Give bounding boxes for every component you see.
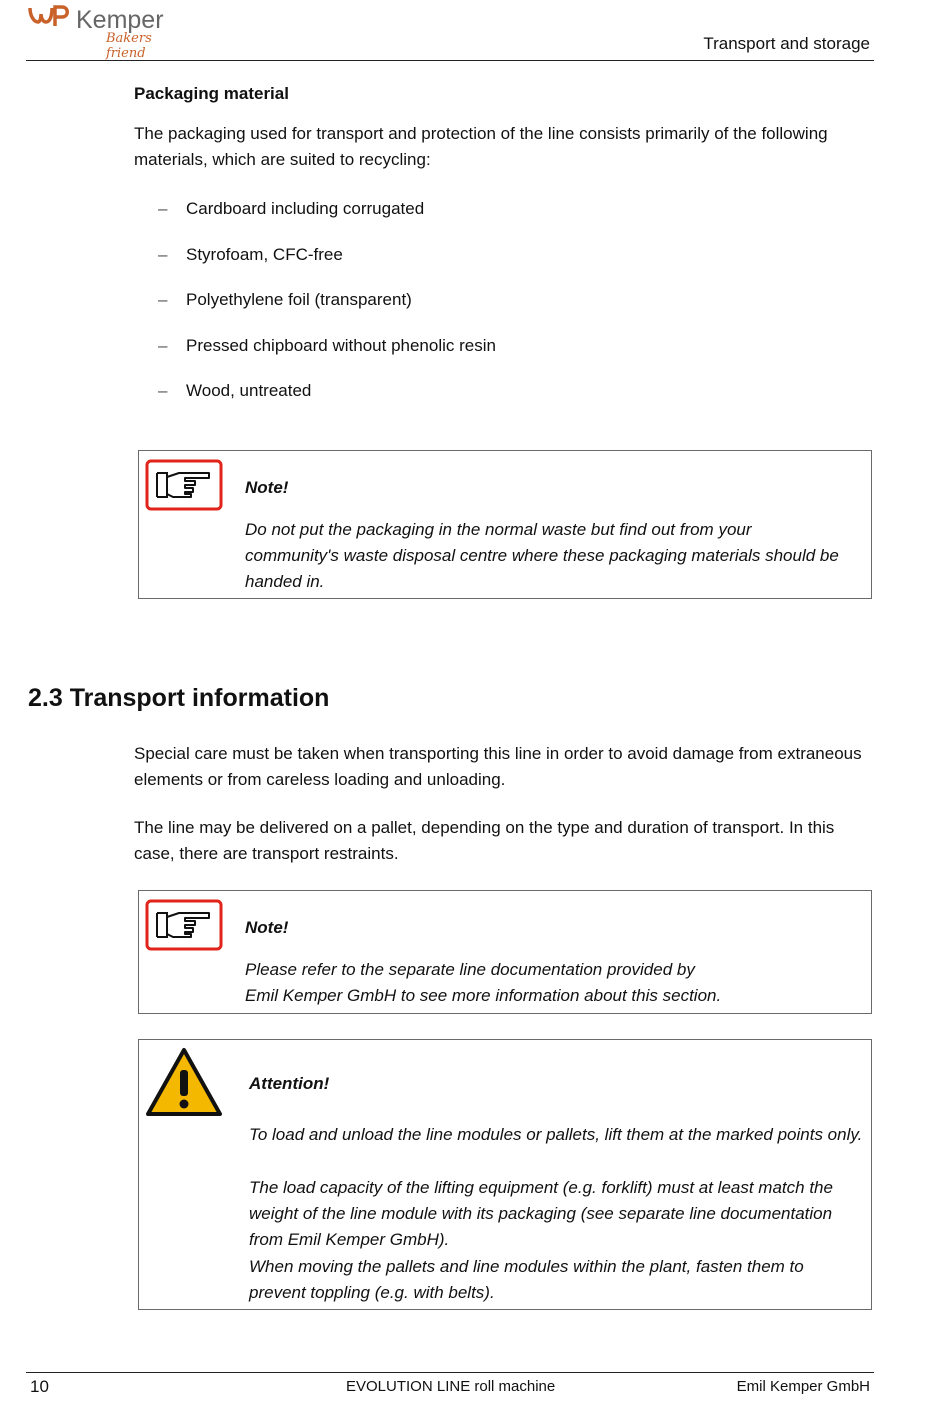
pointing-hand-icon	[145, 899, 223, 951]
logo-tagline: Bakers friend	[106, 31, 152, 61]
pointing-hand-icon	[145, 459, 223, 511]
footer-company: Emil Kemper GmbH	[736, 1378, 870, 1395]
dash-bullet: –	[158, 335, 168, 355]
list-item-text: Polyethylene foil (transparent)	[186, 290, 412, 309]
attention-text-1: To load and unload the line modules or pallets, lift them at the marked points only.	[249, 1125, 863, 1144]
attention-title: Attention!	[249, 1074, 330, 1093]
transport-paragraph-2: The line may be delivered on a pallet, depending on the type and duration of transport. In this case, there are transport restraints.	[134, 818, 835, 863]
list-item	[158, 287, 496, 333]
packaging-heading: Packaging material	[134, 84, 289, 103]
note-title: Note!	[245, 918, 289, 937]
note-text: Do not put the packaging in the normal waste but find out from your community's waste disposal centre where these packaging materials should be handed in.	[245, 520, 839, 591]
note-title: Note!	[245, 478, 289, 497]
dash-bullet: –	[158, 381, 168, 400]
packaging-note-box	[138, 450, 872, 599]
note-text-line-1: Please refer to the separate line documentation provided by	[245, 960, 695, 979]
list-item-text: Cardboard including corrugated	[186, 199, 425, 218]
logo-wordmark: Kemper	[76, 6, 164, 34]
attention-box	[138, 1039, 872, 1310]
transport-paragraph-1: Special care must be taken when transporting this line in order to avoid damage from extraneous elements or from careless loading and unloading.	[134, 744, 862, 789]
packaging-material-list	[158, 196, 496, 424]
list-item-text: Pressed chipboard without phenolic resin	[186, 335, 496, 355]
dash-bullet: –	[158, 290, 168, 309]
packaging-intro: The packaging used for transport and protection of the line consists primarily of the following materials, which are suited to recycling:	[134, 124, 828, 169]
header-divider	[26, 60, 874, 61]
footer-product: EVOLUTION LINE roll machine	[346, 1378, 556, 1395]
warning-triangle-icon	[144, 1046, 224, 1118]
header-section-title: Transport and storage	[703, 34, 870, 53]
list-item	[158, 333, 496, 379]
dash-bullet: –	[158, 199, 168, 218]
dash-bullet: –	[158, 244, 168, 264]
list-item-text: Styrofoam, CFC-free	[186, 244, 343, 264]
list-item-text: Wood, untreated	[186, 381, 312, 400]
section-heading: 2.3 Transport information	[28, 684, 330, 712]
company-logo	[26, 2, 186, 61]
list-item	[158, 196, 496, 242]
footer-divider	[26, 1372, 874, 1373]
attention-text-3: When moving the pallets and line modules within the plant, fasten them to prevent toppling (e.g. with belts).	[249, 1257, 804, 1302]
list-item	[158, 242, 496, 288]
page-number: 10	[30, 1377, 49, 1396]
note-text-line-2: Emil Kemper GmbH to see more information about this section.	[245, 986, 722, 1005]
transport-note-box	[138, 890, 872, 1014]
attention-text-2: The load capacity of the lifting equipment (e.g. forklift) must at least match the weight of the line module with its packaging (see separate line documentation from Emil Kemper GmbH).	[249, 1178, 833, 1249]
list-item	[158, 378, 496, 424]
